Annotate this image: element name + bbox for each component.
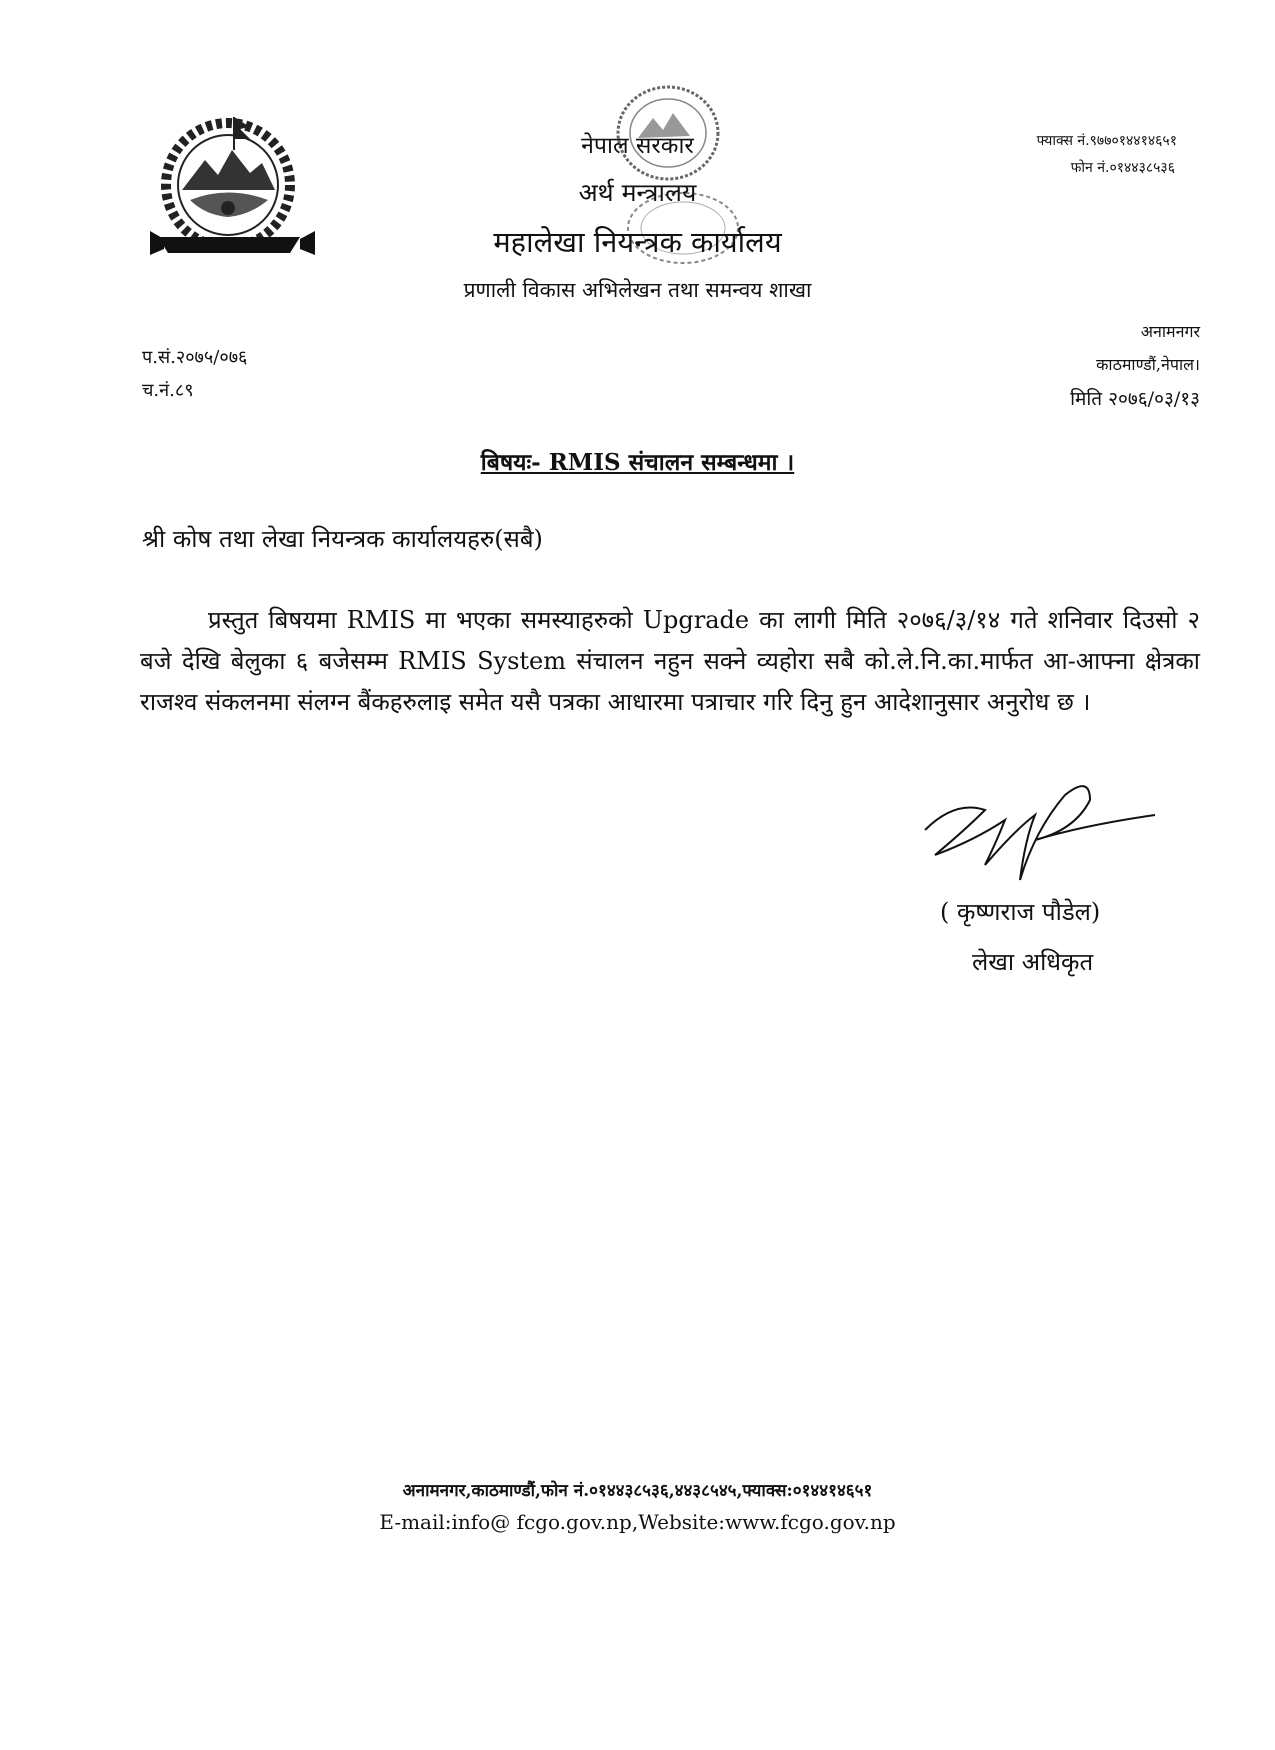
address-line-1: अनामनगर [1140,322,1200,341]
office-title: महालेखा नियन्त्रक कार्यालय [493,225,782,259]
phone-number: फोन नं.०१४४३८५३६ [1070,160,1175,176]
addressee: श्री कोष तथा लेखा नियन्त्रक कार्यालयहरु(सबै) [142,525,543,553]
letter-body: प्रस्तुत बिषयमा RMIS मा भएका समस्याहरुको Upgrade का लागी मिति २०७६/३/१४ गते शनिवार दिउसो २ बजे देखि बेलुका ६ बजेसम्म RMIS System संचालन नहुन सक्ने व्यहोरा सबै को.ले.नि.का.मार्फत आ-आफ्ना क्षेत्रका राजश्व संकलनमा संलग्न बैंकहरुलाइ समेत यसै पत्रका आधारमा पत्राचार गरि दिनु हुन आदेशानुसार अनुरोध छ । [140,606,1200,716]
address-line-2: काठमाण्डौं,नेपाल। [1096,355,1200,374]
ministry-title: अर्थ मन्त्रालय [578,178,697,207]
branch-title: प्रणाली विकास अभिलेखन तथा समन्वय शाखा [463,278,812,302]
footer-contact: अनामनगर,काठमाण्डौं,फोन नं.०१४४३८५३६,४४३८५४५,फ्याक्स:०१४४१४६५१ [402,1481,873,1501]
subject-text: बिषयः- RMIS संचालन सम्बन्धमा । [480,449,795,476]
fax-number: फ्याक्स नं.९७७०१४४१४६५१ [1036,133,1177,149]
signatory-name: ( कृष्णराज पौडेल) [940,898,1101,926]
government-title: नेपाल सरकार [581,133,694,159]
letter-date: मिति २०७६/०३/१३ [1070,388,1200,410]
signature-icon [915,770,1165,890]
letter-subject [0,445,1275,477]
reference-number: प.सं.२०७५/०७६ [142,347,248,368]
dispatch-number: च.नं.८९ [142,380,194,401]
signatory-designation: लेखा अधिकृत [972,948,1094,976]
footer-web: E-mail:info@ fcgo.gov.np,Website:www.fcgo.gov.np [379,1510,896,1534]
